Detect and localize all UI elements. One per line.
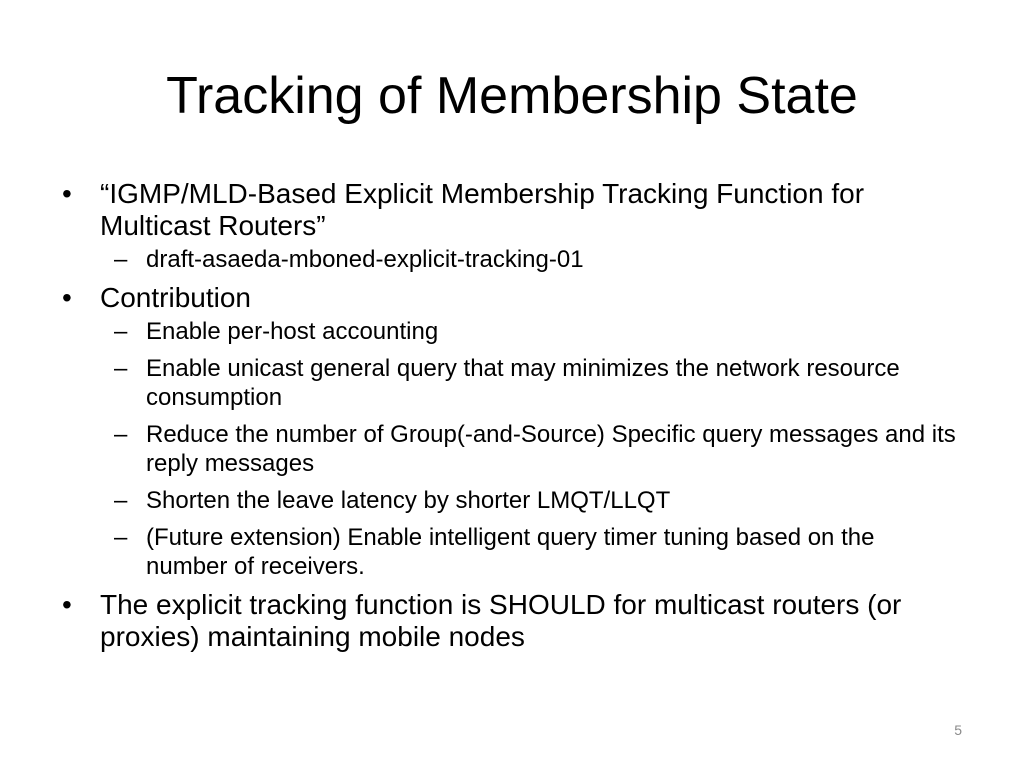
bullet-text: Contribution	[100, 282, 251, 313]
dash-icon: –	[114, 318, 128, 345]
slide-number: 5	[954, 722, 962, 738]
bullet-icon: •	[62, 589, 72, 620]
sub-list	[100, 245, 962, 274]
sub-item	[100, 245, 962, 274]
dash-icon: –	[114, 355, 128, 382]
bullet-icon: •	[62, 282, 72, 313]
sub-item	[100, 354, 962, 412]
bullet-item	[62, 178, 962, 274]
sub-item-text: Enable per-host accounting	[146, 318, 439, 345]
dash-icon: –	[114, 524, 128, 551]
sub-item	[100, 486, 962, 515]
bullet-icon: •	[62, 178, 72, 209]
sub-item-text: draft-asaeda-mboned-explicit-tracking-01	[146, 246, 584, 273]
sub-item-text: Reduce the number of Group(-and-Source) Specific query messages and its reply messages	[146, 421, 956, 477]
dash-icon: –	[114, 421, 128, 448]
sub-item-text: (Future extension) Enable intelligent query timer tuning based on the number of receivers.	[146, 524, 875, 580]
bullet-list	[62, 178, 962, 658]
sub-item	[100, 523, 962, 581]
sub-item	[100, 317, 962, 346]
dash-icon: –	[114, 246, 128, 273]
sub-item-text: Enable unicast general query that may minimizes the network resource consumption	[146, 355, 900, 411]
bullet-item	[62, 589, 962, 653]
bullet-text: “IGMP/MLD-Based Explicit Membership Tracking Function for Multicast Routers”	[100, 178, 865, 241]
sub-item-text: Shorten the leave latency by shorter LMQT/LLQT	[146, 487, 671, 514]
sub-item	[100, 420, 962, 478]
dash-icon: –	[114, 487, 128, 514]
slide-title: Tracking of Membership State	[166, 67, 858, 125]
bullet-item	[62, 282, 962, 581]
sub-list	[100, 317, 962, 581]
bullet-text: The explicit tracking function is SHOULD for multicast routers (or proxies) maintaining mobile nodes	[100, 589, 902, 652]
